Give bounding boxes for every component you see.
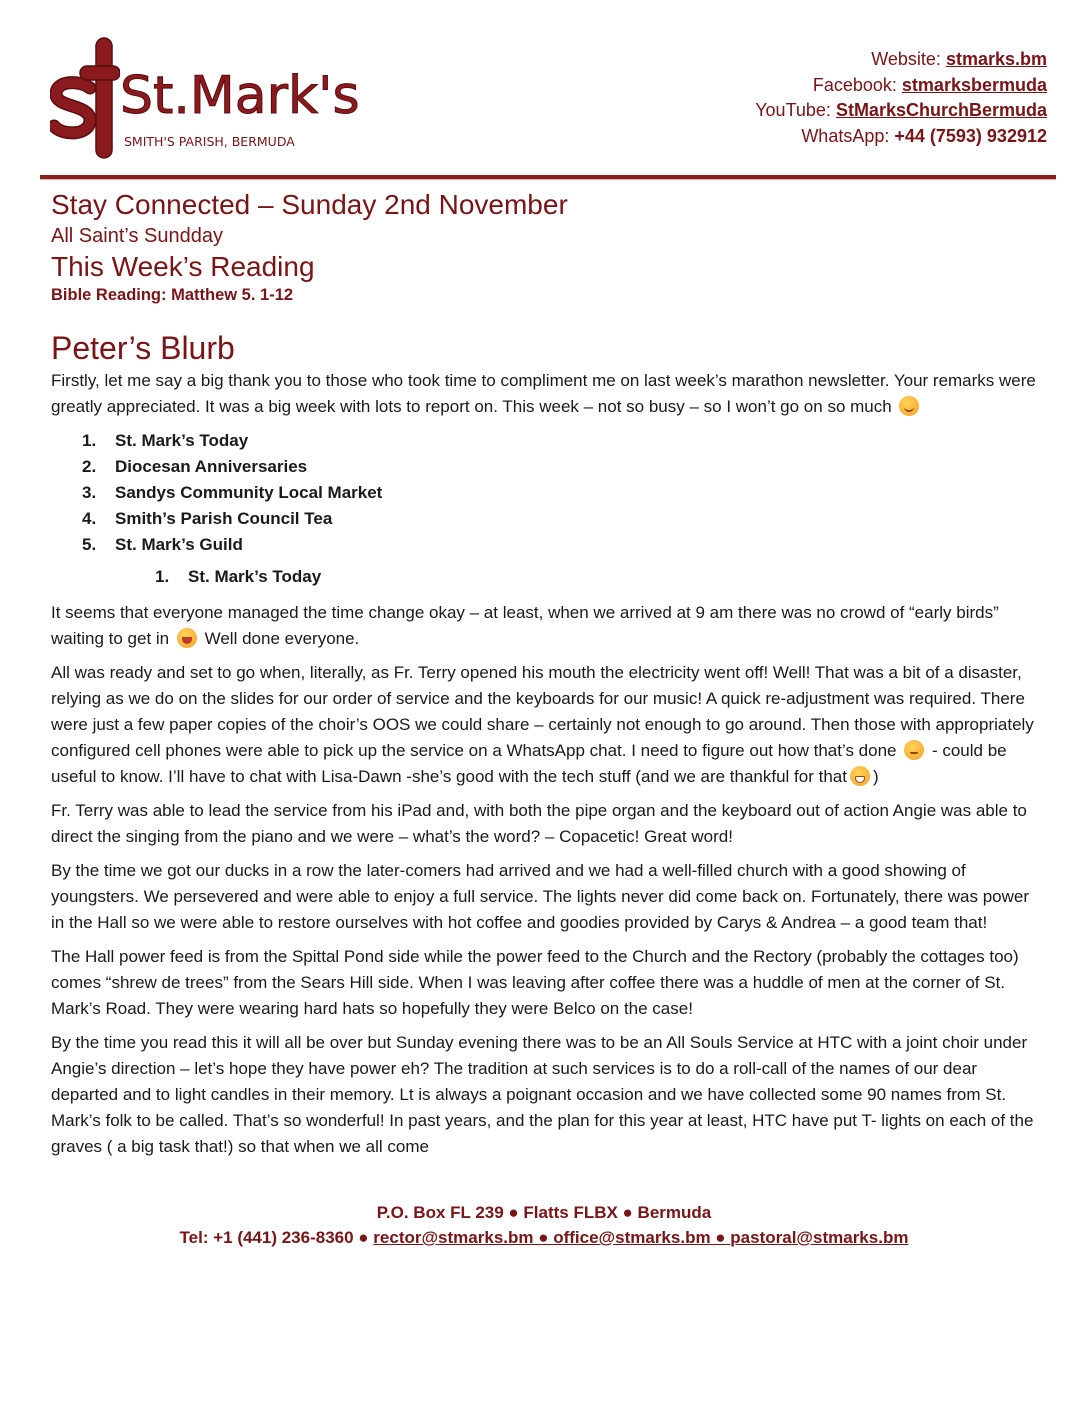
- list-number: 4.: [82, 509, 97, 528]
- website-link[interactable]: stmarks.bm: [945, 49, 1047, 69]
- list-number: 3.: [82, 483, 97, 502]
- list-item: [82, 532, 1041, 558]
- whatsapp-number: +44 (7593) 932912: [894, 125, 1047, 146]
- logo-wordmark: [120, 66, 360, 126]
- footer-contacts: [0, 1225, 1088, 1250]
- newsletter-content: [51, 188, 1041, 1160]
- intro-paragraph: [51, 368, 1041, 420]
- paragraph-text: ): [872, 767, 879, 786]
- list-item: [82, 506, 1041, 532]
- list-label: Smith’s Parish Council Tea: [115, 509, 333, 528]
- paragraph-text: All was ready and set to go when, literally, as Fr. Terry opened his mouth the electricity went off! Well! That was a bit of a disaster, relying as we do on the slides for our order of service and the keyboards for our music! A quick re-adjustment was required. There were just a few paper copies of the choir’s OOS we could share – certainly not enough to go around. Then those with appropriately configured cell phones were able to pick up the service on a WhatsApp chat. I need to figure out how that’s done: [51, 663, 1034, 760]
- rector-email-link[interactable]: rector@stmarks.bm: [373, 1228, 534, 1247]
- laughing-face-icon: [177, 628, 197, 648]
- contact-label: Website:: [871, 49, 946, 69]
- occasion-subtitle: All Saint’s Sundday: [51, 225, 223, 247]
- paragraph-text: It seems that everyone managed the time change okay – at least, when we arrived at 9 am there was no crowd of “early birds” waiting to get in: [51, 603, 999, 648]
- list-item: [82, 454, 1041, 480]
- paragraph-time-change: [51, 600, 1041, 652]
- smiling-face-icon: [899, 396, 919, 416]
- paragraph-ipad: Fr. Terry was able to lead the service from his iPad and, with both the pipe organ and the keyboard out of action Angie was able to direct the singing from the piano and we were – what’s the word? – Copacetic! Great word!: [51, 801, 1027, 846]
- office-email-link[interactable]: office@stmarks.bm: [553, 1228, 711, 1247]
- blurb-heading: Peter’s Blurb: [51, 330, 235, 366]
- intro-text: Firstly, let me say a big thank you to those who took time to compliment me on last week’s marathon newsletter. Your remarks were greatly appreciated. It was a big week with lots to report on. This week – not so busy – so I won’t go on so much: [51, 371, 1036, 416]
- church-logo: [50, 36, 360, 162]
- list-label: St. Mark’s Today: [115, 431, 249, 450]
- paragraph-all-souls: By the time you read this it will all be over but Sunday evening there was to be an All Souls Service at HTC with a joint choir under Angie’s direction – let’s hope they have power eh? The tradition at such services is to do a roll-call of the names of our dear departed and to light candles in their memory. Lt is always a poignant occasion and we have collected some 90 names from St. Mark’s folk to be called. That’s so wonderful! In past years, and the plan for this year at least, HTC have put T- lights on each of the graves ( a big task that!) so that when we all come: [51, 1033, 1034, 1156]
- list-label: Diocesan Anniversaries: [115, 457, 308, 476]
- thinking-face-icon: [904, 740, 924, 760]
- section-title: St. Mark’s Today: [188, 567, 322, 586]
- youtube-link[interactable]: StMarksChurchBermuda: [835, 100, 1047, 120]
- page-header: [0, 0, 1088, 175]
- bible-reading: Bible Reading: Matthew 5. 1-12: [51, 286, 294, 304]
- contact-youtube: [755, 98, 1047, 124]
- contact-block: [755, 47, 1047, 149]
- contact-label: WhatsApp:: [801, 125, 895, 146]
- list-number: 5.: [82, 535, 97, 554]
- pastoral-email-link[interactable]: pastoral@stmarks.bm: [730, 1228, 909, 1247]
- cross-s-logo-icon: [50, 36, 120, 162]
- facebook-link[interactable]: stmarksbermuda: [901, 74, 1047, 95]
- footer-address: P.O. Box FL 239 ● Flatts FLBX ● Bermuda: [376, 1203, 712, 1222]
- section-number: 1.: [155, 567, 170, 586]
- paragraph-text: - could be useful to know. I’ll have to chat with Lisa-Dawn -she’s good with the tech stuff (and we are thankful for that: [51, 741, 1007, 786]
- list-number: 2.: [82, 457, 97, 476]
- contact-label: Facebook:: [812, 74, 902, 95]
- reading-heading: This Week’s Reading: [51, 251, 315, 282]
- topics-list: [82, 428, 1041, 558]
- paragraph-power-feed: The Hall power feed is from the Spittal Pond side while the power feed to the Church and the Rectory (probably the cottages too) comes “shrew de trees” from the Sears Hill side. When I was leaving after coffee there was a huddle of men at the corner of St. Mark’s Road. They were wearing hard hats so hopefully they were Belco on the case!: [51, 947, 1019, 1018]
- list-item: [82, 428, 1041, 454]
- footer-separator: ●: [533, 1228, 554, 1247]
- paragraph-ducks: By the time we got our ducks in a row the later-comers had arrived and we had a well-filled church with a good showing of youngsters. We persevered and were able to enjoy a full service. The lights never did come back on. Fortunately, there was power in the Hall so we were able to restore ourselves with hot coffee and goodies provided by Carys & Andrea – a good team that!: [51, 861, 1030, 932]
- logo-subtitle: SMITH'S PARISH, BERMUDA: [124, 134, 295, 149]
- logo-name: St.Mark's: [120, 66, 360, 126]
- paragraph-electricity: [51, 660, 1041, 790]
- footer-phone: Tel: +1 (441) 236-8360 ●: [179, 1228, 374, 1247]
- section-body: [51, 600, 1041, 1160]
- section-heading: [155, 564, 1041, 590]
- list-number: 1.: [82, 431, 97, 450]
- header-divider: [40, 175, 1056, 180]
- footer-separator: ●: [710, 1228, 731, 1247]
- grinning-face-icon: [850, 766, 870, 786]
- paragraph-text: Well done everyone.: [204, 629, 360, 648]
- list-item: [82, 480, 1041, 506]
- page-footer: [0, 1200, 1088, 1256]
- contact-facebook: [755, 73, 1047, 99]
- list-label: Sandys Community Local Market: [115, 483, 383, 502]
- contact-label: YouTube:: [755, 100, 836, 120]
- list-label: St. Mark’s Guild: [115, 535, 243, 554]
- newsletter-title: Stay Connected – Sunday 2nd November: [51, 189, 568, 220]
- contact-whatsapp: [755, 124, 1047, 150]
- contact-website: [755, 47, 1047, 73]
